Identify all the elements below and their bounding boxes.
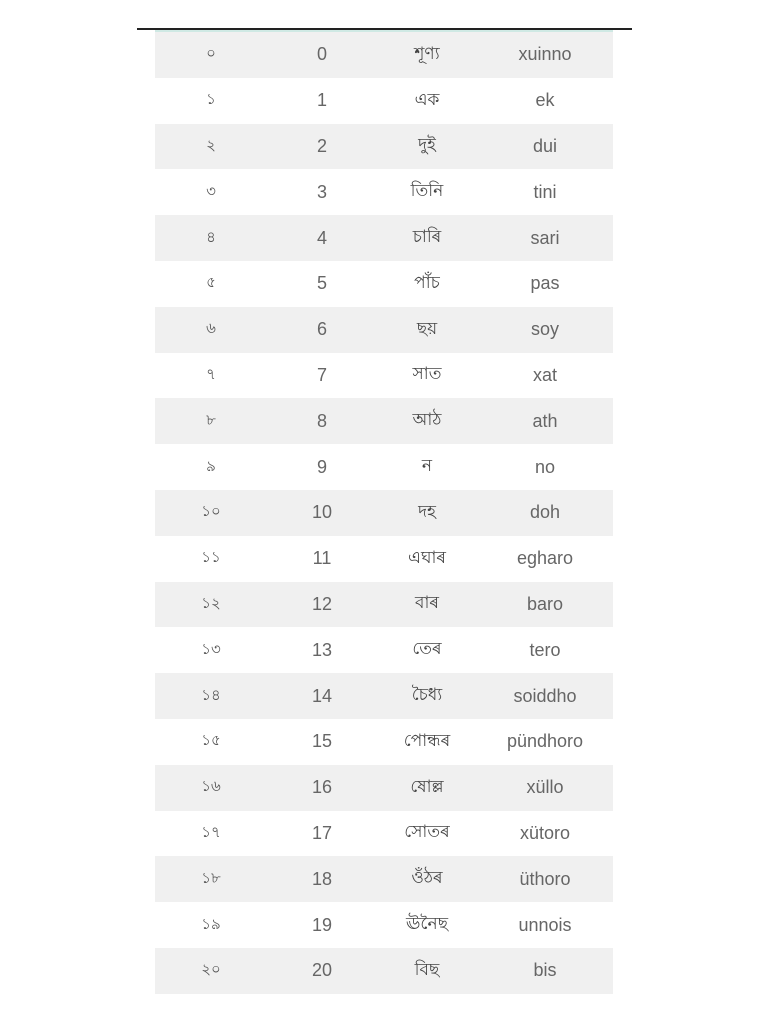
romanized-cell: pündhoro: [477, 719, 613, 765]
bengali-numeral-cell: ৮: [155, 398, 267, 444]
romanized-cell: tero: [477, 627, 613, 673]
romanized-cell: ek: [477, 78, 613, 124]
assamese-word-cell: পোন্ধৰ: [377, 719, 477, 765]
arabic-numeral-cell: 17: [267, 811, 377, 857]
top-divider: [137, 28, 632, 30]
table-row: [155, 765, 613, 811]
romanized-cell: ath: [477, 398, 613, 444]
arabic-numeral-cell: 11: [267, 536, 377, 582]
table-row: [155, 536, 613, 582]
arabic-numeral-cell: 8: [267, 398, 377, 444]
table-row: [155, 78, 613, 124]
arabic-numeral-cell: 16: [267, 765, 377, 811]
table-row: [155, 215, 613, 261]
bengali-numeral-cell: ১৫: [155, 719, 267, 765]
romanized-cell: soiddho: [477, 673, 613, 719]
bengali-numeral-cell: ১৯: [155, 902, 267, 948]
bengali-numeral-cell: ২০: [155, 948, 267, 994]
table-row: [155, 398, 613, 444]
table-row: [155, 673, 613, 719]
table-body: [155, 32, 613, 994]
assamese-word-cell: আঠ: [377, 398, 477, 444]
assamese-word-cell: তেৰ: [377, 627, 477, 673]
table-row: [155, 811, 613, 857]
arabic-numeral-cell: 12: [267, 582, 377, 628]
assamese-word-cell: চৈধ্য: [377, 673, 477, 719]
assamese-numbers-table: [155, 32, 613, 994]
arabic-numeral-cell: 15: [267, 719, 377, 765]
table-row: [155, 582, 613, 628]
table-row: [155, 856, 613, 902]
romanized-cell: üthoro: [477, 856, 613, 902]
assamese-word-cell: বিছ: [377, 948, 477, 994]
bengali-numeral-cell: ১০: [155, 490, 267, 536]
assamese-word-cell: সোতৰ: [377, 811, 477, 857]
table-row: [155, 124, 613, 170]
assamese-word-cell: দহ: [377, 490, 477, 536]
assamese-word-cell: সাত: [377, 353, 477, 399]
arabic-numeral-cell: 20: [267, 948, 377, 994]
romanized-cell: tini: [477, 169, 613, 215]
table-row: [155, 261, 613, 307]
bengali-numeral-cell: ৭: [155, 353, 267, 399]
table-row: [155, 32, 613, 78]
bengali-numeral-cell: ২: [155, 124, 267, 170]
romanized-cell: egharo: [477, 536, 613, 582]
assamese-word-cell: পাঁচ: [377, 261, 477, 307]
table-row: [155, 902, 613, 948]
arabic-numeral-cell: 5: [267, 261, 377, 307]
bengali-numeral-cell: ১৮: [155, 856, 267, 902]
assamese-word-cell: এঘাৰ: [377, 536, 477, 582]
table-row: [155, 169, 613, 215]
bengali-numeral-cell: ৫: [155, 261, 267, 307]
arabic-numeral-cell: 6: [267, 307, 377, 353]
romanized-cell: soy: [477, 307, 613, 353]
bengali-numeral-cell: ৯: [155, 444, 267, 490]
bengali-numeral-cell: ৬: [155, 307, 267, 353]
arabic-numeral-cell: 18: [267, 856, 377, 902]
assamese-word-cell: এক: [377, 78, 477, 124]
romanized-cell: pas: [477, 261, 613, 307]
romanized-cell: xütoro: [477, 811, 613, 857]
table-row: [155, 490, 613, 536]
romanized-cell: baro: [477, 582, 613, 628]
arabic-numeral-cell: 1: [267, 78, 377, 124]
romanized-cell: xüllo: [477, 765, 613, 811]
arabic-numeral-cell: 9: [267, 444, 377, 490]
bengali-numeral-cell: ১: [155, 78, 267, 124]
assamese-word-cell: ঊনৈছ: [377, 902, 477, 948]
assamese-word-cell: চাৰি: [377, 215, 477, 261]
assamese-word-cell: ষোল্ল: [377, 765, 477, 811]
arabic-numeral-cell: 4: [267, 215, 377, 261]
romanized-cell: unnois: [477, 902, 613, 948]
arabic-numeral-cell: 10: [267, 490, 377, 536]
assamese-word-cell: তিনি: [377, 169, 477, 215]
bengali-numeral-cell: ১১: [155, 536, 267, 582]
bengali-numeral-cell: ১৬: [155, 765, 267, 811]
bengali-numeral-cell: ১৩: [155, 627, 267, 673]
table-row: [155, 719, 613, 765]
table-row: [155, 444, 613, 490]
bengali-numeral-cell: ৪: [155, 215, 267, 261]
assamese-word-cell: ওঁঠৰ: [377, 856, 477, 902]
assamese-word-cell: ছয়: [377, 307, 477, 353]
arabic-numeral-cell: 2: [267, 124, 377, 170]
table-row: [155, 353, 613, 399]
table-row: [155, 627, 613, 673]
arabic-numeral-cell: 7: [267, 353, 377, 399]
romanized-cell: dui: [477, 124, 613, 170]
bengali-numeral-cell: ১৪: [155, 673, 267, 719]
assamese-word-cell: ন: [377, 444, 477, 490]
romanized-cell: no: [477, 444, 613, 490]
arabic-numeral-cell: 3: [267, 169, 377, 215]
romanized-cell: xat: [477, 353, 613, 399]
table-row: [155, 948, 613, 994]
table-row: [155, 307, 613, 353]
assamese-word-cell: শূণ্য: [377, 32, 477, 78]
romanized-cell: sari: [477, 215, 613, 261]
bengali-numeral-cell: ৩: [155, 169, 267, 215]
bengali-numeral-cell: ০: [155, 32, 267, 78]
bengali-numeral-cell: ১৭: [155, 811, 267, 857]
assamese-word-cell: দুই: [377, 124, 477, 170]
arabic-numeral-cell: 0: [267, 32, 377, 78]
arabic-numeral-cell: 13: [267, 627, 377, 673]
arabic-numeral-cell: 14: [267, 673, 377, 719]
romanized-cell: xuinno: [477, 32, 613, 78]
arabic-numeral-cell: 19: [267, 902, 377, 948]
bengali-numeral-cell: ১২: [155, 582, 267, 628]
assamese-word-cell: বাৰ: [377, 582, 477, 628]
romanized-cell: bis: [477, 948, 613, 994]
romanized-cell: doh: [477, 490, 613, 536]
